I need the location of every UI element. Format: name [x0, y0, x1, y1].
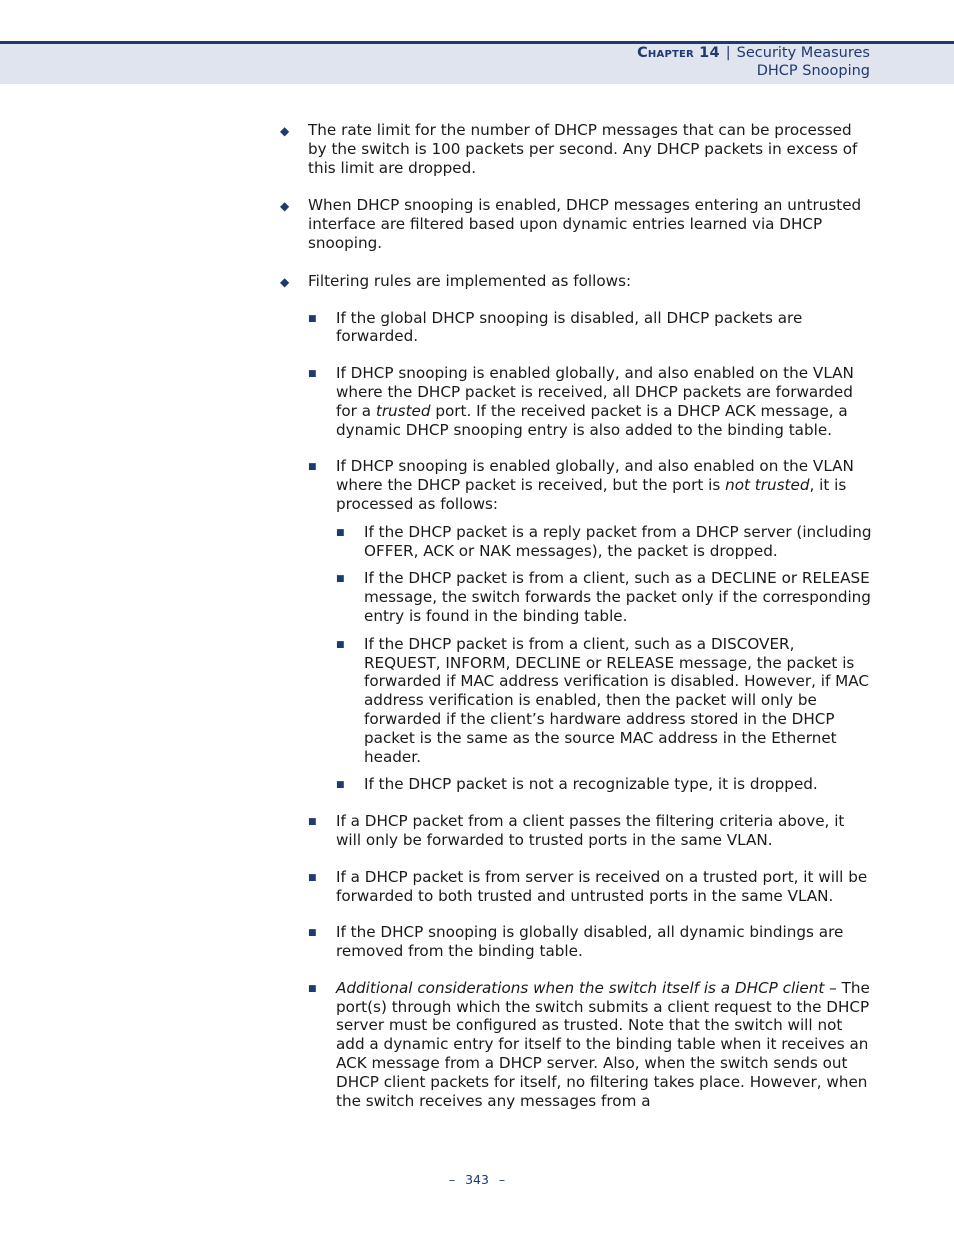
square-bullet-icon: ■: [308, 462, 317, 473]
list-item-text: When DHCP snooping is enabled, DHCP messages entering an untrusted interface are filtered based upon dynamic entries learned via DHCP snooping.: [308, 196, 862, 252]
list-item: [280, 364, 872, 439]
subsection-title: DHCP Snooping: [756, 63, 870, 79]
list-item-text: If the DHCP packet is from a client, such as a DISCOVER, REQUEST, INFORM, DECLINE or RELEASE message, the packet is forwarded if MAC address verification is disabled. However, if MAC address verification is enabled, then the packet will only be forwarded if the client’s hardware address stored in the DHCP packet is the same as the source MAC address in the Ethernet header.: [364, 634, 869, 766]
list-item-text: If the DHCP packet is not a recognizable type, it is dropped.: [364, 775, 818, 794]
list-item-text: If the DHCP packet is from a client, such as a DECLINE or RELEASE message, the switch forwards the packet only if the corresponding entry is found in the binding table.: [364, 569, 871, 625]
page-number: 343: [465, 1172, 489, 1187]
list-item-text: If a DHCP packet from a client passes the filtering criteria above, it will only be forwarded to trusted ports in the same VLAN.: [336, 812, 845, 849]
list-item: [280, 457, 872, 513]
body-content: [280, 121, 872, 1110]
diamond-bullet-icon: ◆: [280, 274, 290, 289]
square-bullet-icon: ■: [308, 313, 317, 324]
square-bullet-icon: ■: [308, 983, 317, 994]
square-bullet-icon: ■: [308, 928, 317, 939]
list-item-text: , it is processed as follows:: [336, 476, 847, 513]
square-bullet-icon: ■: [308, 817, 317, 828]
list-item-text: The port(s) through which the switch submits a client request to the DHCP server must be configured as trusted. Note that the switch will not add a dynamic entry for itself to the binding table when it receives an ACK message from a DHCP server. Also, when the switch sends out DHCP client packets for itself, no filtering takes place. However, when the switch receives any messages from a: [336, 978, 870, 1110]
list-item: [280, 812, 872, 850]
list-item: [280, 923, 872, 961]
list-item-text: If a DHCP packet is from server is received on a trusted port, it will be forwarded to both trusted and untrusted ports in the same VLAN.: [336, 867, 868, 905]
square-bullet-icon: ■: [336, 574, 345, 585]
list-item: [280, 868, 872, 906]
square-bullet-icon: ■: [336, 639, 345, 650]
list-item-text: If the global DHCP snooping is disabled, all DHCP packets are forwarded.: [336, 308, 803, 346]
square-bullet-icon: ■: [308, 369, 317, 380]
list-item: [280, 309, 872, 347]
list-item: [280, 272, 872, 291]
list-item: [280, 635, 872, 767]
list-item-text: The rate limit for the number of DHCP messages that can be processed by the switch is 100 packets per second. Any DHCP packets in excess of this limit are dropped.: [308, 121, 858, 177]
list-item-text: If the DHCP packet is a reply packet from a DHCP server (including OFFER, ACK or NAK messages), the packet is dropped.: [364, 522, 872, 560]
emphasis-text: trusted: [375, 401, 431, 420]
footer-dash: –: [498, 1172, 506, 1187]
section-title: Security Measures: [736, 45, 870, 61]
list-item-text: Filtering rules are implemented as follows:: [308, 271, 632, 290]
footer-dash: –: [448, 1172, 456, 1187]
list-item: [280, 196, 872, 252]
list-item-text: –: [824, 978, 837, 997]
list-item: [280, 775, 872, 794]
list-item-text: If DHCP snooping is enabled globally, and also enabled on the VLAN where the DHCP packet is received, but the port is: [336, 457, 854, 495]
page-footer: [0, 1172, 954, 1187]
diamond-bullet-icon: ◆: [280, 199, 290, 214]
square-bullet-icon: ■: [308, 872, 317, 883]
square-bullet-icon: ■: [336, 527, 345, 538]
list-item-text: If the DHCP snooping is globally disabled, all dynamic bindings are removed from the binding table.: [336, 923, 844, 961]
diamond-bullet-icon: ◆: [280, 124, 290, 138]
list-item-text: port. If the received packet is a DHCP ACK message, a dynamic DHCP snooping entry is also added to the binding table.: [336, 401, 848, 439]
list-item: [280, 979, 872, 1111]
list-item-text: If DHCP snooping is enabled globally, and also enabled on the VLAN where the DHCP packet is received, all DHCP packets are forwarded for a: [336, 364, 854, 420]
running-header: [637, 45, 870, 61]
list-item: [280, 121, 872, 177]
chapter-label: Chapter 14: [637, 45, 720, 61]
list-item: [280, 569, 872, 625]
emphasis-text: Additional considerations when the switch itself is a DHCP client: [336, 978, 825, 997]
list-item: [280, 523, 872, 561]
square-bullet-icon: ■: [336, 780, 345, 791]
header-separator: |: [725, 45, 731, 61]
emphasis-text: not trusted: [725, 476, 810, 495]
